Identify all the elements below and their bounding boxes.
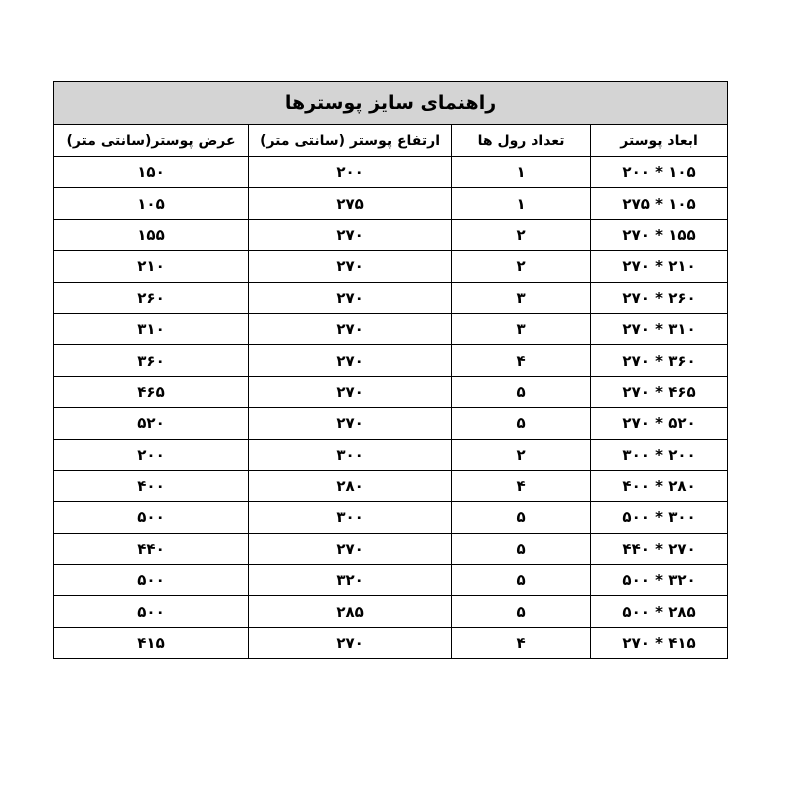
cell-width: ۴۰۰ (54, 470, 249, 501)
cell-height: ۲۷۰ (249, 219, 452, 250)
cell-rolls: ۵ (452, 376, 591, 407)
cell-width: ۲۰۰ (54, 439, 249, 470)
cell-height: ۲۷۰ (249, 533, 452, 564)
header-rolls: تعداد رول ها (452, 125, 591, 157)
table-row (54, 251, 728, 282)
poster-size-table (53, 81, 728, 659)
cell-height: ۲۷۰ (249, 282, 452, 313)
cell-width: ۳۱۰ (54, 313, 249, 344)
cell-dimensions: ۲۸۰ * ۴۰۰ (591, 470, 728, 501)
header-height: ارتفاع پوستر (سانتی متر) (249, 125, 452, 157)
cell-height: ۳۰۰ (249, 439, 452, 470)
cell-rolls: ۳ (452, 313, 591, 344)
cell-width: ۵۰۰ (54, 565, 249, 596)
cell-width: ۲۶۰ (54, 282, 249, 313)
cell-height: ۲۷۰ (249, 313, 452, 344)
cell-height: ۲۸۵ (249, 596, 452, 627)
cell-dimensions: ۱۰۵ * ۲۰۰ (591, 157, 728, 188)
table-row (54, 157, 728, 188)
cell-dimensions: ۱۰۵ * ۲۷۵ (591, 188, 728, 219)
table-row (54, 533, 728, 564)
table-title: راهنمای سایز پوسترها (54, 82, 728, 125)
cell-width: ۴۱۵ (54, 627, 249, 658)
table-row (54, 376, 728, 407)
cell-height: ۲۷۵ (249, 188, 452, 219)
cell-rolls: ۳ (452, 282, 591, 313)
table-row (54, 345, 728, 376)
cell-width: ۴۶۵ (54, 376, 249, 407)
cell-dimensions: ۳۰۰ * ۵۰۰ (591, 502, 728, 533)
cell-dimensions: ۳۲۰ * ۵۰۰ (591, 565, 728, 596)
table-row (54, 470, 728, 501)
title-row (54, 82, 728, 125)
cell-height: ۲۷۰ (249, 408, 452, 439)
cell-height: ۲۷۰ (249, 627, 452, 658)
cell-rolls: ۵ (452, 408, 591, 439)
cell-height: ۲۰۰ (249, 157, 452, 188)
cell-rolls: ۵ (452, 596, 591, 627)
poster-size-table-container (53, 81, 727, 659)
cell-height: ۳۰۰ (249, 502, 452, 533)
cell-width: ۱۵۵ (54, 219, 249, 250)
cell-dimensions: ۳۱۰ * ۲۷۰ (591, 313, 728, 344)
cell-dimensions: ۴۱۵ * ۲۷۰ (591, 627, 728, 658)
cell-width: ۵۲۰ (54, 408, 249, 439)
cell-dimensions: ۲۰۰ * ۳۰۰ (591, 439, 728, 470)
table-row (54, 313, 728, 344)
cell-rolls: ۱ (452, 157, 591, 188)
table-row (54, 188, 728, 219)
table-row (54, 596, 728, 627)
cell-dimensions: ۴۶۵ * ۲۷۰ (591, 376, 728, 407)
cell-dimensions: ۲۷۰ * ۴۴۰ (591, 533, 728, 564)
table-row (54, 408, 728, 439)
cell-height: ۲۷۰ (249, 376, 452, 407)
cell-dimensions: ۱۵۵ * ۲۷۰ (591, 219, 728, 250)
table-row (54, 439, 728, 470)
cell-width: ۵۰۰ (54, 502, 249, 533)
header-width: عرض پوستر(سانتی متر) (54, 125, 249, 157)
cell-dimensions: ۳۶۰ * ۲۷۰ (591, 345, 728, 376)
cell-rolls: ۲ (452, 251, 591, 282)
header-dimensions: ابعاد پوستر (591, 125, 728, 157)
cell-rolls: ۵ (452, 565, 591, 596)
table-row (54, 565, 728, 596)
cell-width: ۴۴۰ (54, 533, 249, 564)
cell-rolls: ۴ (452, 345, 591, 376)
cell-width: ۵۰۰ (54, 596, 249, 627)
cell-width: ۳۶۰ (54, 345, 249, 376)
cell-width: ۲۱۰ (54, 251, 249, 282)
cell-height: ۲۷۰ (249, 251, 452, 282)
cell-height: ۳۲۰ (249, 565, 452, 596)
cell-width: ۱۰۵ (54, 188, 249, 219)
cell-dimensions: ۲۸۵ * ۵۰۰ (591, 596, 728, 627)
table-row (54, 219, 728, 250)
cell-dimensions: ۲۱۰ * ۲۷۰ (591, 251, 728, 282)
cell-width: ۱۵۰ (54, 157, 249, 188)
table-row (54, 282, 728, 313)
table-body (54, 157, 728, 659)
cell-rolls: ۵ (452, 533, 591, 564)
cell-rolls: ۴ (452, 627, 591, 658)
table-row (54, 627, 728, 658)
cell-rolls: ۵ (452, 502, 591, 533)
cell-dimensions: ۲۶۰ * ۲۷۰ (591, 282, 728, 313)
cell-rolls: ۴ (452, 470, 591, 501)
header-row (54, 125, 728, 157)
cell-rolls: ۲ (452, 439, 591, 470)
cell-rolls: ۲ (452, 219, 591, 250)
cell-height: ۲۷۰ (249, 345, 452, 376)
cell-dimensions: ۵۲۰ * ۲۷۰ (591, 408, 728, 439)
table-row (54, 502, 728, 533)
cell-rolls: ۱ (452, 188, 591, 219)
cell-height: ۲۸۰ (249, 470, 452, 501)
